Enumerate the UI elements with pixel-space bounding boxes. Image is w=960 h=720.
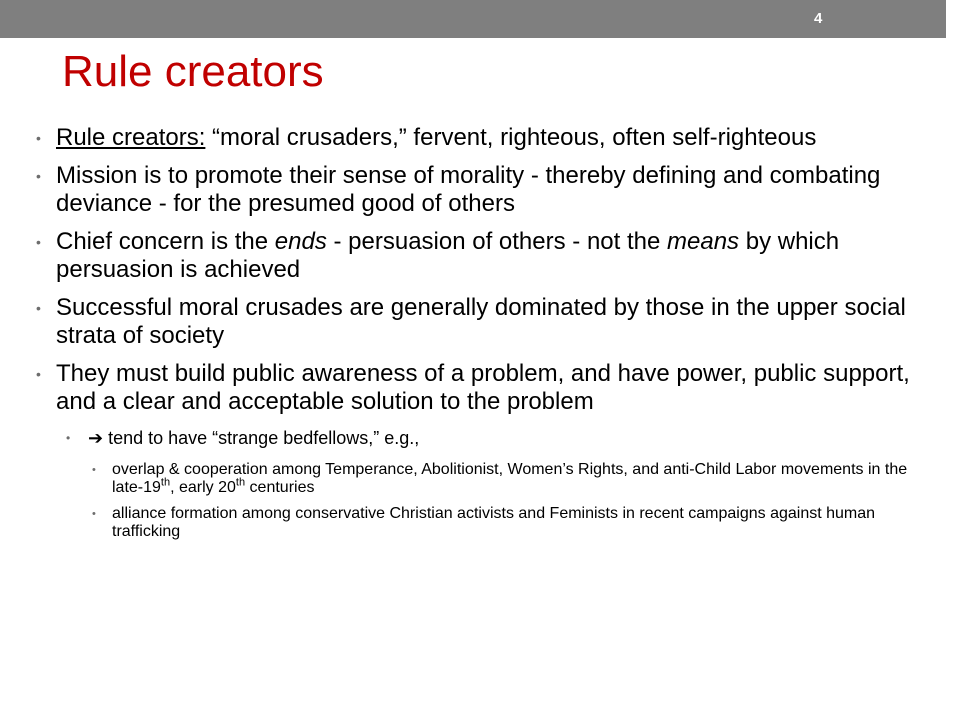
bullet-dot-icon: • xyxy=(36,300,41,316)
bullet-text: - persuasion of others - not the xyxy=(326,228,668,255)
bullet-text: They must build public awareness of a problem, and have power, public support, and a clear and acceptable solution to the problem xyxy=(56,360,910,415)
bullet-dot-icon: • xyxy=(92,508,96,520)
bullet-dot-icon: • xyxy=(92,464,96,476)
bullet-item xyxy=(36,360,916,416)
bullet-dot-icon: • xyxy=(36,366,41,382)
bullet-item xyxy=(36,124,916,152)
bullet-text: Chief concern is the xyxy=(56,228,275,255)
sub-sub-bullet-text: , early 20 xyxy=(170,479,236,496)
bullet-text: by which persuasion is achieved xyxy=(56,228,840,283)
bullet-item xyxy=(36,294,916,350)
page-number: 4 xyxy=(814,10,823,27)
sub-sub-bullet-text: overlap & cooperation among Temperance, Abolitionist, Women’s Rights, and anti-Child Labor movements in the late-19 xyxy=(112,461,908,496)
bullet-item xyxy=(36,228,916,284)
bullet-italic-term: ends xyxy=(274,228,327,255)
bullet-dot-icon: • xyxy=(36,234,41,250)
sub-sub-bullet-text: alliance formation among conservative Christian activists and Feminists in recent campaigns against human trafficking xyxy=(112,505,876,540)
header-bar xyxy=(0,0,946,38)
superscript: th xyxy=(160,476,171,489)
sub-bullet-text: tend to have “strange bedfellows,” e.g., xyxy=(103,428,420,448)
bullet-text: “moral crusaders,” fervent, righteous, often self-righteous xyxy=(205,124,817,151)
bullet-underlined-term: Rule creators: xyxy=(56,124,206,151)
sub-sub-bullet-item xyxy=(36,505,916,541)
sub-sub-bullet-text: centuries xyxy=(245,479,315,496)
sub-bullet-item xyxy=(36,428,916,449)
bullet-dot-icon: • xyxy=(36,168,41,184)
bullet-italic-term: means xyxy=(667,228,740,255)
sub-sub-bullet-item xyxy=(36,461,916,497)
arrow-icon: ➔ xyxy=(88,428,104,448)
bullet-dot-icon: • xyxy=(66,431,71,445)
superscript: th xyxy=(235,476,246,489)
bullet-item xyxy=(36,162,916,218)
bullet-text: Mission is to promote their sense of morality - thereby defining and combating deviance - for the presumed good of others xyxy=(56,162,881,217)
bullet-list xyxy=(36,124,916,549)
slide-title: Rule creators xyxy=(62,47,324,96)
bullet-text: Successful moral crusades are generally dominated by those in the upper social strata of society xyxy=(56,294,906,349)
bullet-dot-icon: • xyxy=(36,130,41,146)
